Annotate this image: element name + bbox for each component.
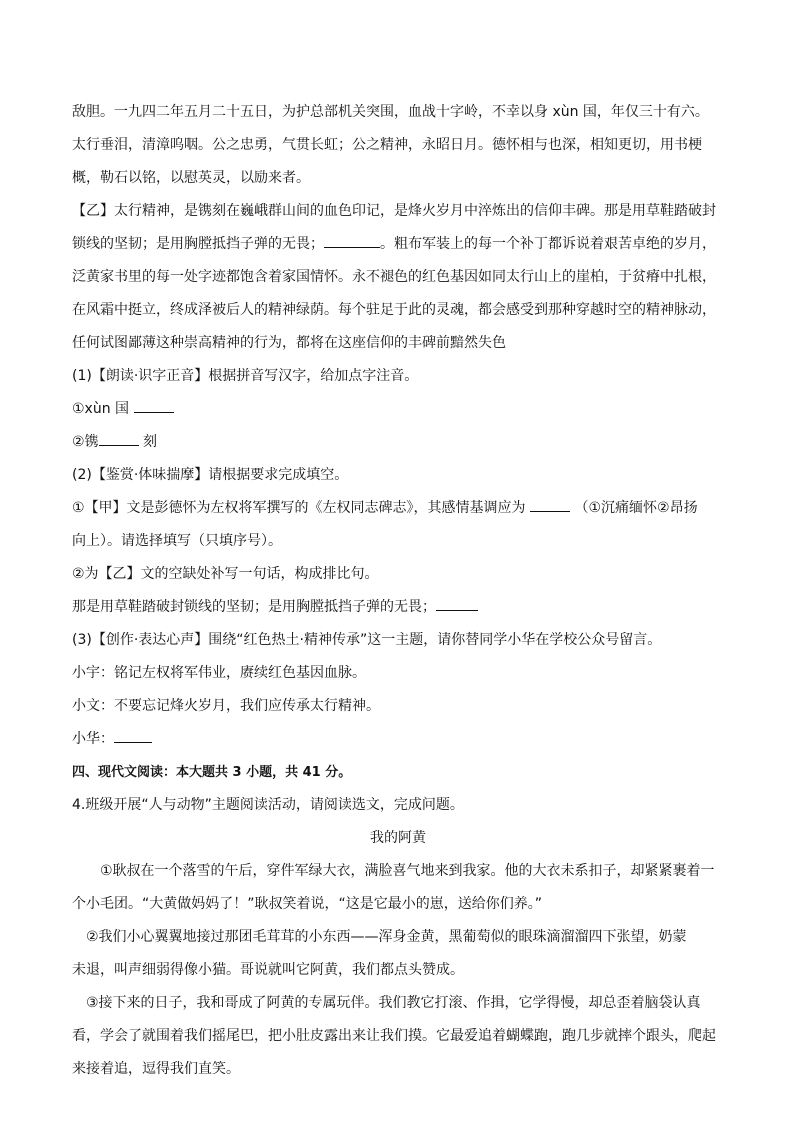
question-1-item-1 [72,393,724,426]
article-paragraph: 个小毛团。“大黄做妈妈了！”耿叔笑着说，“这是它最小的崽，送给你们养。” [72,896,543,912]
text-segment: ①xùn 国 [72,401,130,417]
text-segment: 锁线的坚韧；是用胸膛抵挡子弹的无畏； [72,236,324,252]
section-heading: 四、现代文阅读：本大题共 3 小题，共 41 分。 [72,765,352,780]
text-segment: ②镌 [72,434,99,450]
answer-blank[interactable] [114,726,152,743]
paragraph-line: 泛黄家书里的每一处字迹都饱含着家国情怀。永不褪色的红色基因如同太行山上的崖柏，于贫瘠中扎根， [72,269,716,285]
paragraph-line [72,228,724,261]
dialogue-line: 小宇：铭记左权将军伟业，赓续红色基因血脉。 [72,665,366,681]
article-paragraph: 来接着追，逗得我们直笑。 [72,1061,240,1077]
document-page [72,96,724,1086]
paragraph-line: 概，勒石以铭，以慰英灵，以励来者。 [72,170,310,186]
question-2-item-2: ②为【乙】文的空缺处补写一句话，构成排比句。 [72,566,379,582]
question-2-item-2-answer [72,591,724,624]
paragraph-line: 敌胆。一九四二年五月二十五日，为护总部机关突围，血战十字岭，不幸以身 xùn 国，年仅三十有六。 [72,104,709,120]
dialogue-line: 小文：不要忘记烽火岁月，我们应传承太行精神。 [72,698,380,714]
article-paragraph: ②我们小心翼翼地接过那团毛茸茸的小东西——浑身金黄，黑葡萄似的眼珠滴溜溜四下张望，奶蒙 [86,929,687,945]
dialogue-line [72,723,724,756]
question-2-item-1-cont: 向上）。请选择填写（只填序号）。 [72,533,282,549]
article-paragraph: ①耿叔在一个落雪的午后，穿件军绿大衣，满脸喜气地来到我家。他的大衣未系扣子，却紧紧裹着一 [100,863,715,879]
question-3: (3)【创作·表达心声】围绕“红色热土·精神传承”这一主题，请你替同学小华在学校公众号留言。 [72,632,662,648]
answer-blank[interactable] [436,594,478,611]
article-paragraph: 未退，叫声细弱得像小猫。哥说就叫它阿黄，我们都点头赞成。 [72,962,464,978]
paragraph-line: 在风霜中挺立，终成泽被后人的精神绿荫。每个驻足于此的灵魂，都会感受到那种穿越时空的精神脉动， [72,302,716,318]
question-1: (1)【朗读·识字正音】根据拼音写汉字，给加点字注音。 [72,368,419,384]
text-segment: 小华： [72,731,114,747]
question-2-item-1 [72,492,724,525]
paragraph-line: 太行垂泪，清漳呜咽。公之忠勇，气贯长虹；公之精神，永昭日月。德怀相与也深，相知更切，用书梗 [72,137,702,153]
article-paragraph: 看，学会了就围着我们摇尾巴，把小肚皮露出来让我们摸。它最爱追着蝴蝶跑，跑几步就摔个跟头，爬起 [72,1028,716,1044]
text-segment: 刻 [143,434,158,450]
answer-blank[interactable] [134,396,174,413]
answer-blank[interactable] [530,495,570,512]
question-2: (2)【鉴赏·体味揣摩】请根据要求完成填空。 [72,467,349,483]
paragraph-line: 任何试图鄙薄这种崇高精神的行为，都将在这座信仰的丰碑前黯然失色 [72,335,506,351]
paragraph-line: 【乙】太行精神，是镌刻在巍峨群山间的血色印记，是烽火岁月中淬炼出的信仰丰碑。那是用草鞋踏破封 [72,203,716,219]
text-segment: 那是用草鞋踏破封锁线的坚韧；是用胸膛抵挡子弹的无畏； [72,599,436,615]
question-4: 4.班级开展“人与动物”主题阅读活动，请阅读选文，完成问题。 [72,797,464,813]
article-paragraph: ③接下来的日子，我和哥成了阿黄的专属玩伴。我们教它打滚、作揖，它学得慢，却总歪着脑袋认真 [86,995,701,1011]
answer-blank[interactable] [99,429,139,446]
answer-blank[interactable] [324,231,380,248]
article-title: 我的阿黄 [370,830,426,846]
text-segment: 。粗布军装上的每一个补丁都诉说着艰苦卓绝的岁月， [380,236,716,252]
question-1-item-2 [72,426,724,459]
text-segment: ①【甲】文是彭德怀为左权将军撰写的《左权同志碑志》，其感情基调应为 [72,500,526,516]
text-segment: （①沉痛缅怀②昂扬 [574,500,698,516]
